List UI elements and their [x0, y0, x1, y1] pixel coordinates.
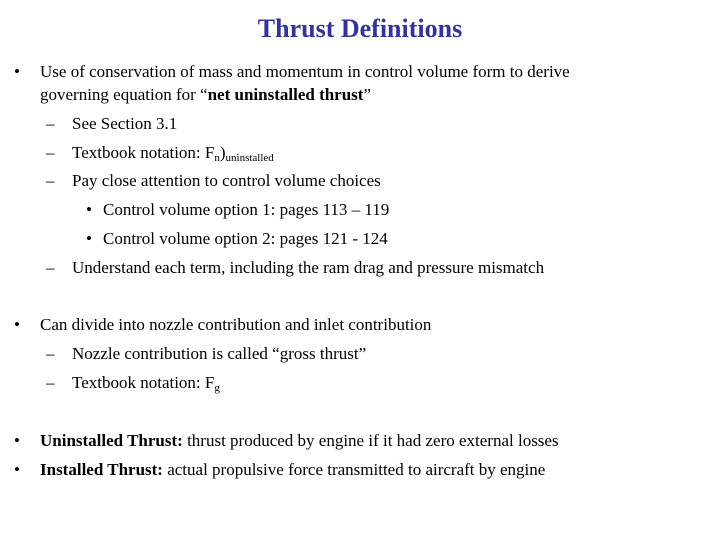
text-segment: thrust produced by engine if it had zero external losses: [182, 431, 559, 450]
bullet-icon: •: [86, 229, 92, 248]
text-segment: ): [219, 143, 226, 162]
subitem-text: Pay close attention to control volume choices: [72, 171, 381, 190]
dash-icon: –: [46, 258, 55, 277]
bullet-continuation: [40, 84, 371, 106]
subitem-text: Nozzle contribution is called “gross thrust”: [72, 344, 367, 363]
bullet-text: Can divide into nozzle contribution and inlet contribution: [40, 315, 432, 334]
bold-text: net uninstalled thrust: [207, 85, 364, 104]
subscript: g: [214, 382, 220, 394]
bold-term: Uninstalled Thrust:: [40, 431, 183, 450]
dash-icon: –: [46, 373, 55, 392]
subitem-text: See Section 3.1: [72, 114, 178, 133]
bullet-icon: •: [14, 460, 20, 479]
bullet-icon: •: [14, 62, 20, 81]
slide-title: Thrust Definitions: [257, 14, 463, 43]
text-segment: Textbook notation: F: [72, 373, 215, 392]
subitem-text: Understand each term, including the ram drag and pressure mismatch: [72, 258, 545, 277]
dash-icon: –: [46, 143, 55, 162]
dash-icon: –: [46, 344, 55, 363]
dash-icon: –: [46, 114, 55, 133]
subitem-text: [72, 372, 220, 394]
subitem-text: [72, 142, 274, 164]
bold-term: Installed Thrust:: [40, 460, 163, 479]
bullet-icon: •: [14, 315, 20, 334]
text-segment: actual propulsive force transmitted to aircraft by engine: [162, 460, 546, 479]
bullet-text: [40, 430, 559, 452]
dash-icon: –: [46, 171, 55, 190]
subsubitem-text: Control volume option 2: pages 121 - 124: [103, 229, 388, 248]
bullet-icon: •: [86, 200, 92, 219]
bullet-text: [40, 459, 545, 481]
subscript: n: [214, 152, 220, 164]
text-segment: governing equation for “: [40, 85, 208, 104]
bullet-text: Use of conservation of mass and momentum in control volume form to derive: [40, 62, 570, 81]
text-segment: Textbook notation: F: [72, 143, 215, 162]
text-segment: ”: [363, 85, 372, 104]
bullet-icon: •: [14, 431, 20, 450]
subscript: uninstalled: [225, 152, 274, 164]
subsubitem-text: Control volume option 1: pages 113 – 119: [103, 200, 390, 219]
